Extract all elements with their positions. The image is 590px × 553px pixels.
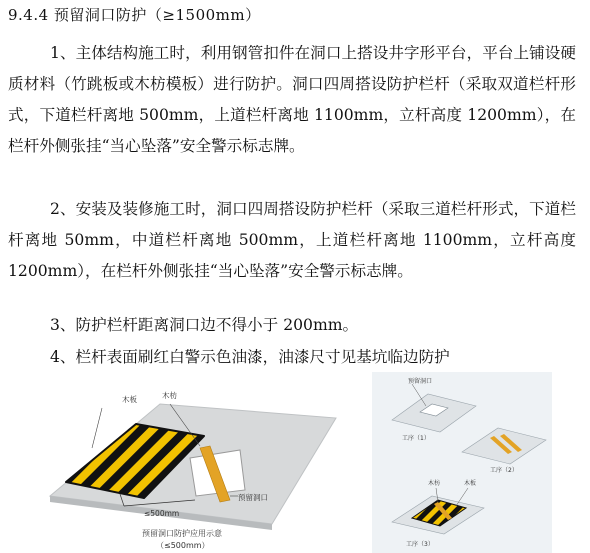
- paragraph-1: 1、主体结构施工时，利用钢管扣件在洞口上搭设井字形平台，平台上铺设硬质材料（竹跳板或木枋模板）进行防护。洞口四周搭设防护栏杆（采取双道栏杆形式，下道栏杆离地 500mm，上道栏杆离地 1100mm，立杆高度 1200mm），在栏杆外侧张挂“当心坠落”安全警示标志牌。: [8, 44, 576, 155]
- label-board: 木板: [122, 395, 137, 404]
- step3-label-beam: 木枋: [428, 480, 441, 487]
- step2-caption: 工序（2）: [490, 467, 518, 474]
- opening-protection-figure: [40, 378, 340, 553]
- paragraph-3: 3、防护栏杆距离洞口边不得小于 200mm。: [50, 316, 359, 334]
- process-steps-figure: [372, 372, 552, 553]
- paragraph-2: 2、安装及装修施工时，洞口四周搭设防护栏杆（采取三道栏杆形式，下道栏杆离地 50mm，中道栏杆离地 500mm，上道栏杆离地 1100mm，立杆高度 1200mm），在栏杆外侧张挂“当心坠落”安全警示标志牌。: [8, 200, 576, 280]
- step1-label-top: 预留洞口: [408, 378, 433, 385]
- label-size: ≤500mm: [144, 509, 180, 518]
- step3-label-board: 木板: [464, 480, 477, 487]
- step3-caption: 工序（3）: [406, 541, 434, 548]
- section-heading: 9.4.4 预留洞口防护（≥1500mm）: [8, 6, 261, 24]
- paragraph-4: 4、栏杆表面刷红白警示色油漆，油漆尺寸见基坑临边防护: [50, 348, 450, 366]
- caption-line2: （≤500mm）: [156, 541, 210, 550]
- caption-line1: 预留洞口防护应用示意: [142, 529, 222, 538]
- label-beam: 木枋: [162, 391, 177, 400]
- label-opening: 预留洞口: [238, 493, 268, 502]
- step1-caption: 工序（1）: [402, 435, 430, 442]
